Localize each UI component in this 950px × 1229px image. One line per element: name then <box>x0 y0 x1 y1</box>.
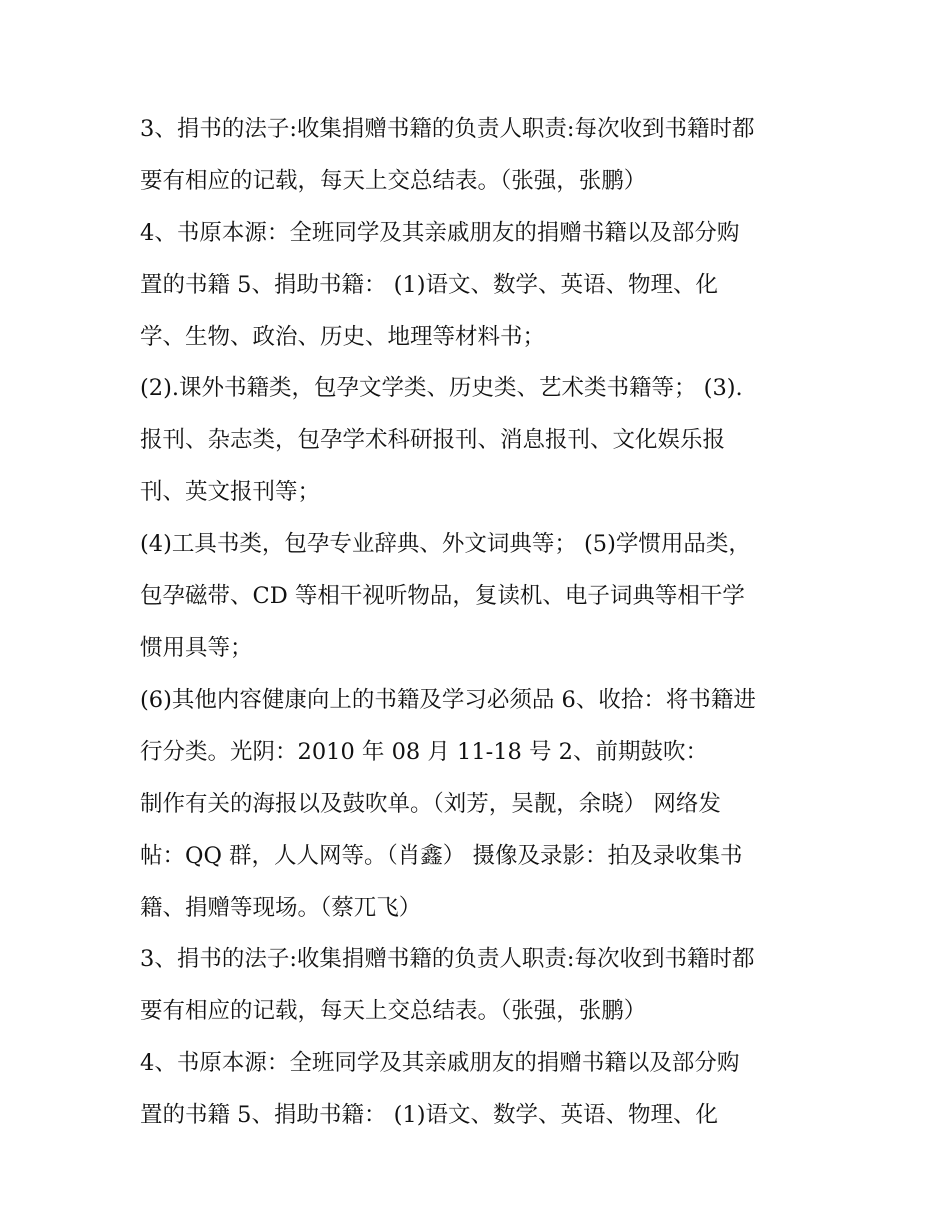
text-line: 4、书原本源：全班同学及其亲戚朋友的捐赠书籍以及部分购 <box>140 1050 740 1076</box>
text-line: 置的书籍 5、捐助书籍： (1)语文、数学、英语、物理、化 <box>140 1102 718 1128</box>
text-line: 学、生物、政治、历史、地理等材料书； <box>140 324 546 350</box>
text-line: 行分类。光阴：2010 年 08 月 11-18 号 2、前期鼓吹： <box>140 739 708 765</box>
text-line: 籍、捐赠等现场。（蔡兀飞） <box>140 895 422 921</box>
text-line: 刊、英文报刊等； <box>140 479 321 505</box>
text-line: (2).课外书籍类，包孕文学类、历史类、艺术类书籍等； (3). <box>140 375 743 401</box>
text-line: 置的书籍 5、捐助书籍： (1)语文、数学、英语、物理、化 <box>140 272 718 298</box>
text-line: 3、捐书的法子:收集捐赠书籍的负责人职责:每次收到书籍时都 <box>140 946 755 972</box>
text-line: (4)工具书类，包孕专业辞典、外文词典等； (5)学惯用品类， <box>140 531 751 557</box>
text-line: 要有相应的记载，每天上交总结表。（张强，张鹏） <box>140 168 647 194</box>
text-line: 惯用具等； <box>140 635 253 661</box>
text-line: 帖：QQ 群，人人网等。（肖鑫） 摄像及录影：拍及录收集书 <box>140 843 743 869</box>
text-line: 3、捐书的法子:收集捐赠书籍的负责人职责:每次收到书籍时都 <box>140 116 755 142</box>
text-line: 要有相应的记载，每天上交总结表。（张强，张鹏） <box>140 998 647 1024</box>
text-line: 报刊、杂志类，包孕学术科研报刊、消息报刊、文化娱乐报 <box>140 427 726 453</box>
text-line: 4、书原本源：全班同学及其亲戚朋友的捐赠书籍以及部分购 <box>140 220 740 246</box>
text-line: 包孕磁带、CD 等相干视听物品，复读机、电子词典等相干学 <box>140 583 745 609</box>
text-line: (6)其他内容健康向上的书籍及学习必须品 6、收拾：将书籍进 <box>140 687 756 713</box>
text-line: 制作有关的海报以及鼓吹单。（刘芳，吴靓，余晓） 网络发 <box>140 791 721 817</box>
